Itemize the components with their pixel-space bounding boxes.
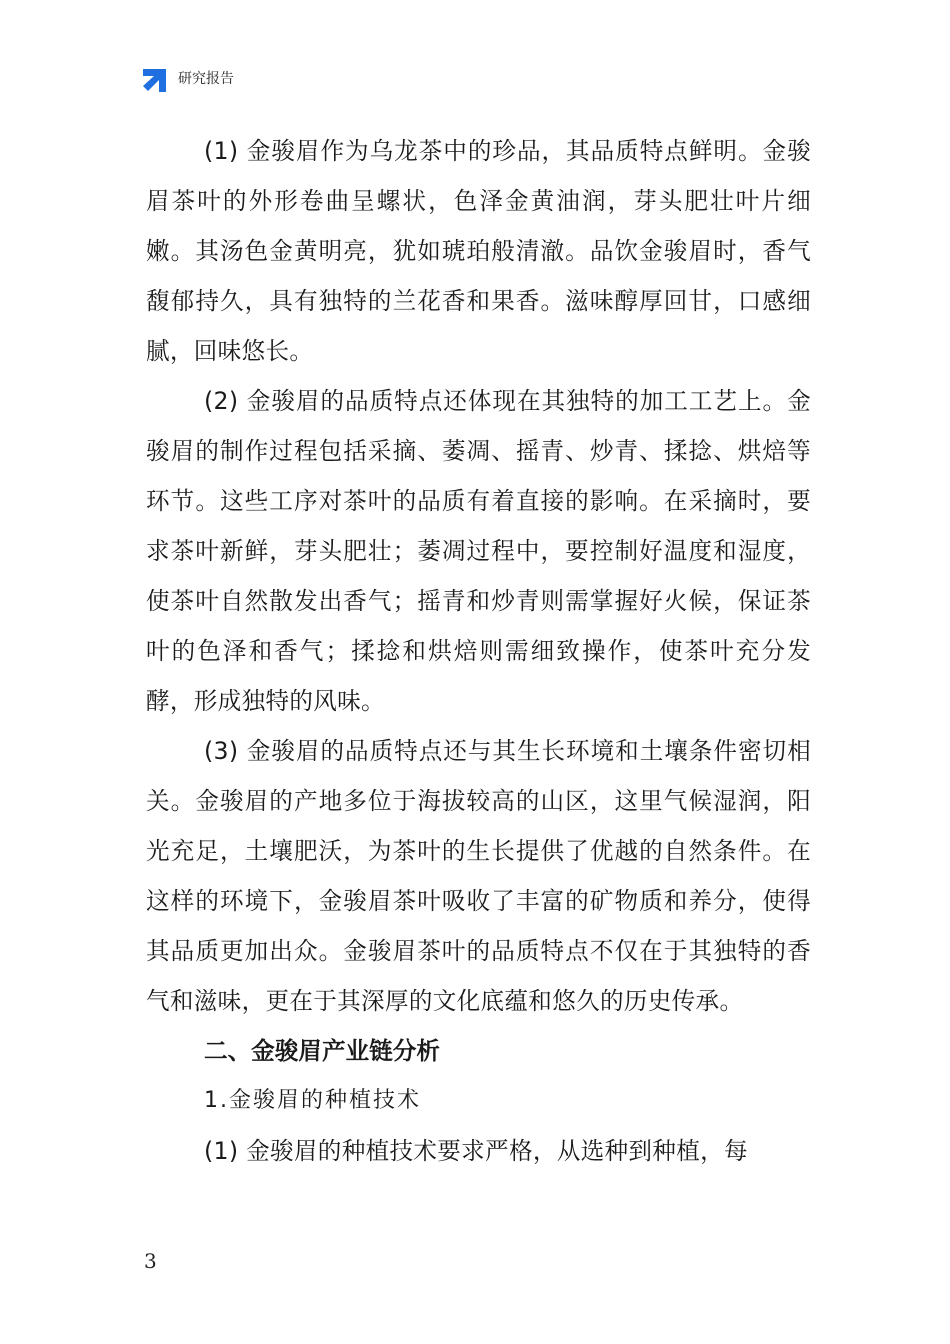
document-body — [146, 126, 811, 1176]
section-heading: 二、金骏眉产业链分析 — [204, 1037, 440, 1065]
paragraph-1: (1) 金骏眉作为乌龙茶中的珍品，其品质特点鲜明。金骏眉茶叶的外形卷曲呈螺状，色泽金黄油润，芽头肥壮叶片细嫩。其汤色金黄明亮，犹如琥珀般清澈。品饮金骏眉时，香气馥郁持久，具有独特的兰花香和果香。滋味醇厚回甘，口感细腻，回味悠长。 — [146, 137, 811, 365]
paragraph-3: (3) 金骏眉的品质特点还与其生长环境和土壤条件密切相关。金骏眉的产地多位于海拔较高的山区，这里气候湿润，阳光充足，土壤肥沃，为茶叶的生长提供了优越的自然条件。在这样的环境下，金骏眉茶叶吸收了丰富的矿物质和养分，使得其品质更加出众。金骏眉茶叶的品质特点不仅在于其独特的香气和滋味，更在于其深厚的文化底蕴和悠久的历史传承。 — [146, 737, 811, 1015]
page-number: 3 — [144, 1249, 157, 1273]
header-label: 研究报告 — [178, 71, 234, 87]
paragraph-4: (1) 金骏眉的种植技术要求严格，从选种到种植，每 — [204, 1137, 748, 1165]
paragraph-2: (2) 金骏眉的品质特点还体现在其独特的加工工艺上。金骏眉的制作过程包括采摘、萎凋、摇青、炒青、揉捻、烘焙等环节。这些工序对茶叶的品质有着直接的影响。在采摘时，要求茶叶新鲜，芽头肥壮；萎凋过程中，要控制好温度和湿度，使茶叶自然散发出香气；摇青和炒青则需掌握好火候，保证茶叶的色泽和香气；揉捻和烘焙则需细致操作，使茶叶充分发酵，形成独特的风味。 — [146, 387, 811, 715]
arrow-up-right-logo-icon — [143, 66, 169, 92]
page-header — [143, 66, 234, 92]
subsection-heading: 1.金骏眉的种植技术 — [204, 1088, 421, 1113]
